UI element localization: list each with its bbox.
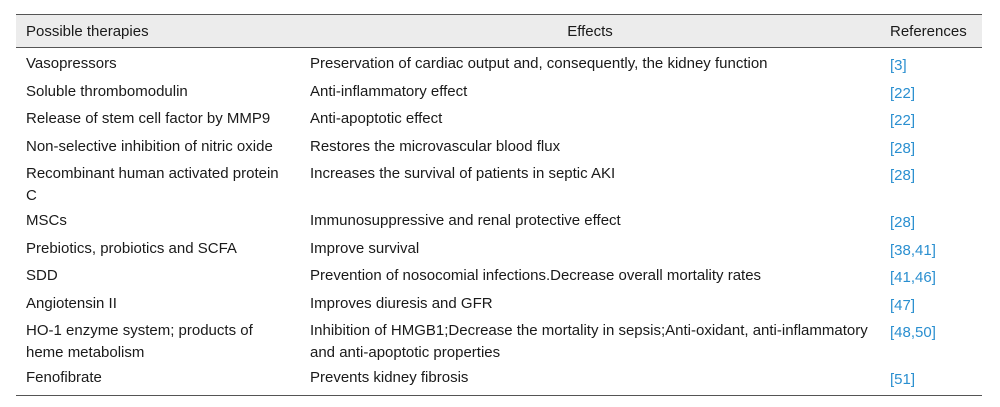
table-row bbox=[16, 318, 982, 365]
effect-cell: Improves diuresis and GFR bbox=[310, 294, 493, 312]
table-row bbox=[16, 48, 982, 79]
therapy-cell: Non-selective inhibition of nitric oxide bbox=[26, 137, 273, 155]
table-body bbox=[16, 48, 982, 396]
reference-cell bbox=[880, 134, 982, 162]
effect-cell: Preservation of cardiac output and, consequently, the kidney function bbox=[310, 55, 768, 72]
therapy-cell: Vasopressors bbox=[26, 55, 117, 72]
table-row bbox=[16, 161, 982, 208]
reference-link[interactable]: [47] bbox=[890, 296, 916, 314]
table-row bbox=[16, 79, 982, 107]
table-row bbox=[16, 365, 982, 395]
reference-cell bbox=[880, 161, 982, 208]
therapy-cell: Fenofibrate bbox=[16, 365, 300, 395]
therapy-cell: MSCs bbox=[26, 212, 67, 229]
table-row bbox=[16, 236, 982, 264]
therapy-cell: Angiotensin II bbox=[26, 294, 117, 312]
reference-link[interactable]: [38,41] bbox=[890, 241, 936, 259]
table-row bbox=[16, 263, 982, 291]
effect-cell: Anti-apoptotic effect bbox=[310, 110, 443, 127]
effect-cell: Prevents kidney fibrosis bbox=[300, 365, 880, 395]
reference-link[interactable]: [28] bbox=[890, 214, 916, 231]
header-row bbox=[16, 15, 982, 48]
header-therapies: Possible therapies bbox=[16, 15, 300, 48]
therapy-cell: HO-1 enzyme system; products of heme metabolism bbox=[26, 322, 253, 361]
therapy-cell: Release of stem cell factor by MMP9 bbox=[26, 110, 271, 127]
effect-cell: Prevention of nosocomial infections.Decrease overall mortality rates bbox=[310, 267, 762, 284]
header-effects: Effects bbox=[300, 15, 880, 48]
effect-cell: Immunosuppressive and renal protective effect bbox=[310, 212, 621, 229]
table-header bbox=[16, 15, 982, 48]
reference-cell bbox=[880, 79, 982, 107]
therapies-table-container bbox=[16, 14, 982, 396]
effect-cell: Inhibition of HMGB1;Decrease the mortality in sepsis;Anti-oxidant, anti-inflammatory and anti-apoptotic properties bbox=[310, 322, 868, 361]
reference-link[interactable]: [3] bbox=[890, 57, 907, 74]
reference-link[interactable]: [22] bbox=[890, 112, 916, 129]
reference-cell bbox=[880, 291, 982, 319]
reference-link[interactable]: [48,50] bbox=[890, 324, 936, 341]
reference-cell bbox=[880, 365, 982, 395]
effect-cell: Restores the microvascular blood flux bbox=[310, 137, 561, 155]
therapy-cell: Soluble thrombomodulin bbox=[26, 82, 188, 100]
reference-cell bbox=[880, 236, 982, 264]
effect-cell: Increases the survival of patients in septic AKI bbox=[310, 165, 616, 182]
therapies-table bbox=[16, 14, 982, 396]
table-row bbox=[16, 134, 982, 162]
table-row bbox=[16, 106, 982, 134]
effect-cell: Anti-inflammatory effect bbox=[310, 82, 468, 100]
reference-cell bbox=[880, 318, 982, 365]
table-row bbox=[16, 291, 982, 319]
reference-link[interactable]: [51] bbox=[890, 371, 916, 388]
reference-cell bbox=[880, 263, 982, 291]
therapy-cell: Prebiotics, probiotics and SCFA bbox=[26, 239, 237, 257]
reference-link[interactable]: [22] bbox=[890, 84, 916, 102]
reference-link[interactable]: [28] bbox=[890, 139, 916, 157]
reference-link[interactable]: [28] bbox=[890, 167, 916, 184]
table-row bbox=[16, 208, 982, 236]
reference-link[interactable]: [41,46] bbox=[890, 269, 936, 286]
therapy-cell: SDD bbox=[26, 267, 58, 284]
reference-cell bbox=[880, 208, 982, 236]
header-references: References bbox=[880, 15, 982, 48]
reference-cell bbox=[880, 106, 982, 134]
reference-cell bbox=[880, 48, 982, 79]
therapy-cell: Recombinant human activated protein C bbox=[26, 165, 279, 204]
effect-cell: Improve survival bbox=[310, 239, 420, 257]
